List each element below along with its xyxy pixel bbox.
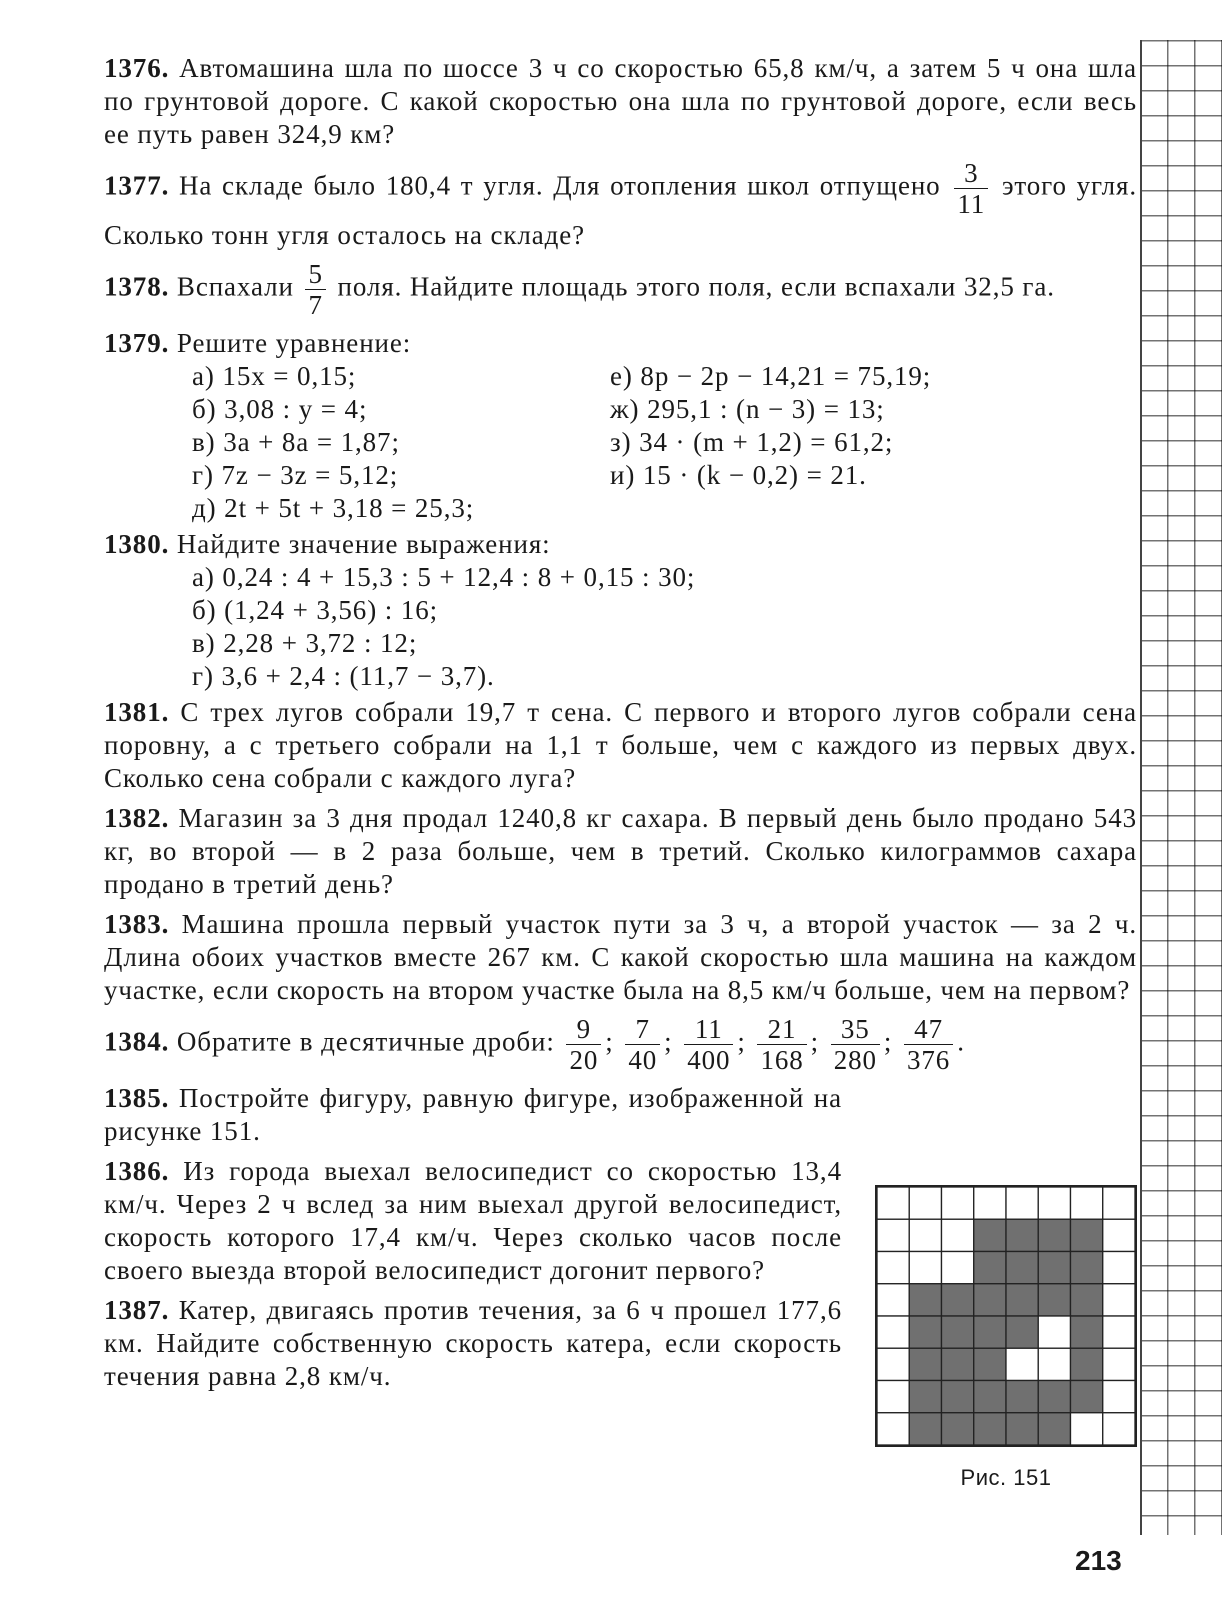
fraction-numerator: 9 (566, 1014, 601, 1045)
problem-text: Катер, двигаясь против течения, за 6 ч прошел 177,6 км. Найдите собственную скорость катера, если скорость течения равна 2,8 км/ч. (104, 1295, 842, 1391)
problem-number: 1379. (104, 328, 170, 358)
grid-cell-filled (942, 1381, 974, 1413)
grid-cell-filled (974, 1348, 1006, 1380)
page-number: 213 (1075, 1545, 1122, 1576)
grid-cell-filled (974, 1284, 1006, 1316)
expressions-list (52, 561, 1137, 693)
fraction-denominator: 400 (687, 1045, 731, 1075)
problem-text: С трех лугов собрали 19,7 т сена. С первого и второго лугов собрали сена поровну, а с третьего собрали на 1,1 т больше, чем с каждого из первых двух. Сколько сена собрали с каждого луга? (104, 697, 1137, 793)
grid-cell (877, 1187, 909, 1219)
fraction-numerator: 7 (625, 1014, 660, 1045)
fraction-denominator: 7 (308, 290, 323, 320)
fraction-numerator: 11 (684, 1014, 733, 1045)
problem-text: На складе было 180,4 т угля. Для отопления школ отпущено (179, 170, 941, 201)
problem-text: Вспахали (176, 271, 294, 302)
problem-text: Постройте фигуру, равную фигуре, изображенной на рисунке 151. (104, 1083, 842, 1146)
grid-cell (877, 1348, 909, 1380)
grid-cell-filled (1006, 1252, 1038, 1284)
grid-cell-filled (1038, 1413, 1070, 1445)
grid-cell (974, 1187, 1006, 1219)
margin-grid (1140, 40, 1222, 1535)
problem-1384: 1384. Обратите в десятичные дроби: $\frac{9}{20}$ ; $\frac{7}{40}$ ; $\frac{11}{400}$ ; $\frac{21}{168}$ ; $\frac{35}{280}$ ; $\frac{47}{376}$ . (104, 1014, 965, 1075)
grid-cell-filled (1006, 1316, 1038, 1348)
grid-cell-filled (974, 1381, 1006, 1413)
fraction (566, 1014, 601, 1075)
grid-cell (942, 1219, 974, 1251)
problem-1381 (52, 696, 1137, 795)
expression-item: г) 3,6 + 2,4 : (11,7 − 3,7). (192, 661, 495, 691)
problem-number: 1381. (104, 697, 170, 727)
grid-cell-filled (909, 1284, 941, 1316)
equations-list (52, 360, 1137, 525)
grid-cell (877, 1316, 909, 1348)
grid-cell (909, 1187, 941, 1219)
problem-number: 1382. (104, 803, 170, 833)
grid-cell (877, 1381, 909, 1413)
fraction (954, 158, 988, 219)
grid-cell (942, 1187, 974, 1219)
grid-cell (1103, 1252, 1135, 1284)
grid-cell (1006, 1187, 1038, 1219)
problem-1387 (52, 1294, 842, 1393)
grid-cell-filled (942, 1284, 974, 1316)
bottom-problems (52, 1082, 842, 1393)
fraction-numerator: 21 (757, 1014, 806, 1045)
grid-cell-filled (909, 1348, 941, 1380)
fraction-numerator: 5 (305, 259, 325, 290)
problem-1386 (52, 1155, 842, 1287)
fraction (625, 1014, 660, 1075)
grid-cell (909, 1252, 941, 1284)
grid-cell (1006, 1348, 1038, 1380)
problem-1382 (52, 802, 1137, 901)
problem-text: Магазин за 3 дня продал 1240,8 кг сахара. В первый день было продано 543 кг, во второй — в 2 раза больше, чем в третий. Сколько килограммов сахара продано в третий день? (104, 803, 1137, 899)
problem-1378 (52, 259, 1137, 320)
fraction-denominator: 280 (833, 1045, 877, 1075)
fraction (684, 1014, 733, 1075)
expression-item: б) (1,24 + 3,56) : 16; (192, 595, 438, 625)
equation-item: з) 34 · (m + 1,2) = 61,2; (610, 427, 894, 457)
grid-cell (1038, 1316, 1070, 1348)
problem-number: 1378. (104, 271, 170, 302)
equation-item: б) 3,08 : y = 4; (192, 394, 368, 424)
grid-cell-filled (974, 1413, 1006, 1445)
figure-grid (875, 1185, 1137, 1447)
grid-cell (942, 1252, 974, 1284)
fraction-denominator: 168 (760, 1045, 804, 1075)
fraction-denominator: 376 (906, 1045, 951, 1075)
problem-1376 (52, 52, 1137, 151)
fraction-numerator: 3 (954, 158, 988, 189)
grid-cell-filled (974, 1252, 1006, 1284)
problem-text: Из города выехал велосипедист со скоростью 13,4 км/ч. Через 2 ч вслед за ним выехал другой велосипедист, скорость которого 17,4 км/ч. Через сколько часов после своего выезда второй велосипедист догонит первого? (104, 1156, 842, 1285)
grid-cell-filled (1038, 1381, 1070, 1413)
grid-cell (1071, 1413, 1103, 1445)
fraction-numerator: 35 (831, 1014, 880, 1045)
expression-item: в) 2,28 + 3,72 : 12; (192, 628, 418, 658)
grid-cell-filled (974, 1316, 1006, 1348)
grid-cell (1038, 1348, 1070, 1380)
grid-cell-filled (1006, 1219, 1038, 1251)
fraction-denominator: 20 (569, 1045, 599, 1075)
fraction (831, 1014, 880, 1075)
grid-cell (909, 1219, 941, 1251)
equation-item: е) 8p − 2p − 14,21 = 75,19; (610, 361, 932, 391)
fraction-denominator: 40 (628, 1045, 658, 1075)
equation-item: в) 3a + 8a = 1,87; (192, 427, 400, 457)
problem-number: 1377. (104, 170, 170, 201)
fraction (305, 259, 325, 320)
grid-cell-filled (1038, 1284, 1070, 1316)
grid-cell-filled (1038, 1252, 1070, 1284)
grid-cell-filled (942, 1348, 974, 1380)
fraction-numerator: 47 (904, 1014, 953, 1045)
grid-cell (1038, 1187, 1070, 1219)
problem-text: этого угля. Сколько тонн угля осталось на складе? (104, 170, 1137, 250)
equation-item: г) 7z − 3z = 5,12; (192, 460, 399, 490)
grid-cell (1103, 1381, 1135, 1413)
grid-cell-filled (909, 1381, 941, 1413)
problem-text: поля. Найдите площадь этого поля, если вспахали 32,5 га. (337, 271, 1055, 302)
figure-151 (875, 1185, 1137, 1505)
problem-1377 (52, 158, 1137, 252)
problem-1380 (52, 528, 1137, 561)
grid-cell-filled (974, 1219, 1006, 1251)
equation-item: а) 15x = 0,15; (192, 361, 357, 391)
expression-item: а) 0,24 : 4 + 15,3 : 5 + 12,4 : 8 + 0,15 : 30; (192, 562, 696, 592)
problem-number: 1376. (104, 53, 170, 83)
problem-text: Решите уравнение: (176, 328, 412, 358)
equation-item: ж) 295,1 : (n − 3) = 13; (610, 394, 885, 424)
grid-cell (877, 1413, 909, 1445)
problem-number: 1386. (104, 1156, 170, 1186)
problem-number: 1387. (104, 1295, 170, 1325)
grid-cell (877, 1252, 909, 1284)
margin-grid-edge (1140, 40, 1142, 1535)
grid-cell (877, 1284, 909, 1316)
grid-cell-filled (1071, 1284, 1103, 1316)
grid-cell (1103, 1316, 1135, 1348)
grid-cell (1103, 1348, 1135, 1380)
problem-text: Автомашина шла по шоссе 3 ч со скоростью 65,8 км/ч, а затем 5 ч она шла по грунтовой дороге. С какой скоростью она шла по грунтовой дороге, если весь ее путь равен 324,9 км? (104, 53, 1137, 149)
grid-cell (1103, 1284, 1135, 1316)
problem-number: 1380. (104, 529, 170, 559)
grid-cell-filled (1071, 1348, 1103, 1380)
figure-caption: Рис. 151 (960, 1465, 1052, 1490)
problem-1383 (52, 908, 1137, 1007)
grid-cell-filled (909, 1316, 941, 1348)
problem-number: 1384. (104, 1026, 170, 1057)
grid-cell-filled (942, 1316, 974, 1348)
grid-cell-filled (942, 1413, 974, 1445)
grid-cell-filled (909, 1413, 941, 1445)
grid-cell-filled (1006, 1381, 1038, 1413)
problem-1385 (52, 1082, 842, 1148)
grid-cell-filled (1006, 1284, 1038, 1316)
fraction-denominator: 11 (957, 189, 986, 219)
grid-cell (877, 1219, 909, 1251)
grid-cell (1071, 1187, 1103, 1219)
grid-cell-filled (1071, 1219, 1103, 1251)
problem-text: Обратите в десятичные дроби: (176, 1026, 555, 1057)
grid-cell (1103, 1187, 1135, 1219)
problem-number: 1383. (104, 909, 170, 939)
grid-cell (1103, 1219, 1135, 1251)
grid-cell-filled (1006, 1413, 1038, 1445)
grid-cell (1103, 1413, 1135, 1445)
grid-cell-filled (1071, 1252, 1103, 1284)
equation-item: и) 15 · (k − 0,2) = 21. (610, 460, 867, 490)
problem-text: Найдите значение выражения: (176, 529, 551, 559)
fraction (904, 1014, 953, 1075)
grid-cell-filled (1071, 1381, 1103, 1413)
problem-1379 (52, 327, 1137, 360)
problem-number: 1385. (104, 1083, 170, 1113)
grid-cell-filled (1038, 1219, 1070, 1251)
grid-cell-filled (1071, 1316, 1103, 1348)
problem-text: Машина прошла первый участок пути за 3 ч, а второй участок — за 2 ч. Длина обоих участков вместе 267 км. С какой скоростью шла машина на каждом участке, если скорость на втором участке была на 8,5 км/ч больше, чем на первом? (104, 909, 1138, 1005)
fraction (757, 1014, 806, 1075)
equation-item: д) 2t + 5t + 3,18 = 25,3; (192, 493, 475, 523)
